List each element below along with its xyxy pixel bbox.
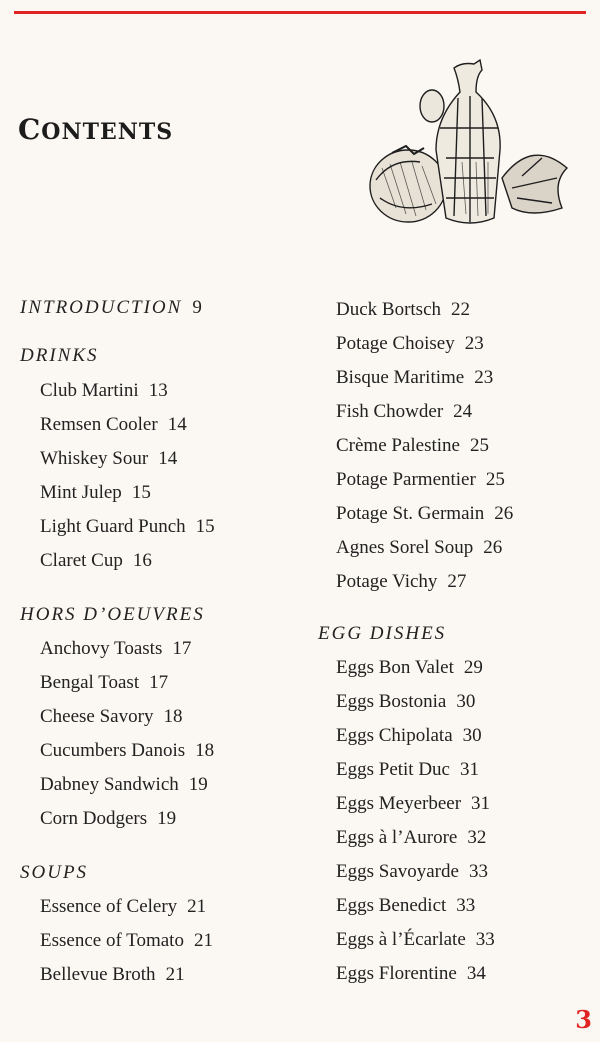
entry-title: Bisque Maritime [336, 367, 465, 388]
page-title: CONTENTS [18, 113, 174, 146]
entry-title: Duck Bortsch [336, 299, 442, 320]
toc-entry [40, 808, 176, 830]
toc-entry [40, 516, 215, 538]
toc-entry [336, 537, 502, 559]
toc-section-heading [20, 297, 202, 319]
section-title: SOUPS [20, 862, 89, 883]
entry-title: Whiskey Sour [40, 448, 149, 469]
entry-title: Essence of Celery [40, 896, 178, 917]
page-ref: 26 [483, 537, 503, 558]
entry-title: Cucumbers Danois [40, 740, 186, 761]
page-ref: 14 [167, 414, 187, 435]
toc-entry [40, 774, 208, 796]
page-ref: 19 [157, 808, 177, 829]
page-ref: 21 [187, 896, 207, 917]
entry-title: Essence of Tomato [40, 930, 184, 951]
entry-title: Dabney Sandwich [40, 774, 179, 795]
entry-title: Potage St. Germain [336, 503, 485, 524]
entry-title: Eggs Bostonia [336, 691, 447, 712]
page-ref: 30 [462, 725, 482, 746]
toc-entry [336, 895, 475, 917]
page-ref: 19 [188, 774, 208, 795]
entry-title: Potage Parmentier [336, 469, 476, 490]
toc-section-heading [20, 604, 215, 626]
toc-entry [40, 672, 168, 694]
page-ref: 15 [195, 516, 215, 537]
page-ref: 13 [148, 380, 168, 401]
toc-entry [40, 706, 182, 728]
toc-entry [336, 861, 488, 883]
page-ref: 30 [456, 691, 476, 712]
page-ref: 33 [475, 929, 495, 950]
entry-title: Potage Choisey [336, 333, 455, 354]
toc-entry [40, 448, 177, 470]
page-ref: 31 [471, 793, 491, 814]
page-ref: 14 [158, 448, 178, 469]
entry-title: Mint Julep [40, 482, 122, 503]
entry-title: Claret Cup [40, 550, 123, 571]
entry-title: Eggs Florentine [336, 963, 457, 984]
entry-title: Eggs à l’Écarlate [336, 929, 466, 950]
entry-title: Eggs Chipolata [336, 725, 453, 746]
toc-entry [336, 929, 495, 951]
page-ref: 21 [165, 964, 185, 985]
entry-title: Anchovy Toasts [40, 638, 163, 659]
toc-entry [336, 725, 482, 747]
toc-entry [336, 571, 466, 593]
toc-section-heading [20, 862, 98, 884]
page-ref: 32 [467, 827, 487, 848]
page-ref: 21 [193, 930, 213, 951]
page-ref: 15 [131, 482, 151, 503]
page-ref: 33 [468, 861, 488, 882]
entry-title: Eggs Benedict [336, 895, 447, 916]
page-ref: 17 [172, 638, 192, 659]
toc-section-heading [318, 623, 456, 645]
toc-entry [40, 930, 213, 952]
entry-title: Eggs Bon Valet [336, 657, 454, 678]
page-ref: 25 [470, 435, 489, 456]
toc-entry [40, 896, 206, 918]
page-ref: 25 [485, 469, 505, 490]
still-life-illustration [362, 58, 574, 230]
page-ref: 9 [192, 297, 202, 318]
toc-entry [336, 963, 486, 985]
page-ref: 26 [494, 503, 514, 524]
toc-entry [336, 759, 479, 781]
toc-entry [336, 503, 513, 525]
toc-entry [40, 482, 151, 504]
toc-entry [336, 691, 475, 713]
page-ref: 33 [456, 895, 476, 916]
entry-title: Cheese Savory [40, 706, 154, 727]
entry-title: Eggs Meyerbeer [336, 793, 462, 814]
toc-entry [336, 657, 483, 679]
toc-entry [336, 793, 490, 815]
toc-entry [40, 638, 191, 660]
toc-entry [40, 550, 152, 572]
entry-title: Bellevue Broth [40, 964, 156, 985]
page-ref: 18 [163, 706, 183, 727]
entry-title: Potage Vichy [336, 571, 438, 592]
toc-entry [40, 964, 185, 986]
page-number: 3 [575, 1005, 592, 1034]
entry-title: Agnes Sorel Soup [336, 537, 474, 558]
toc-entry [336, 367, 493, 389]
section-title: INTRODUCTION [20, 297, 183, 318]
page-ref: 31 [460, 759, 479, 780]
page-ref: 24 [453, 401, 473, 422]
entry-title: Club Martini [40, 380, 139, 401]
page-ref: 22 [451, 299, 471, 320]
section-title: HORS D’OEUVRES [20, 604, 205, 625]
entry-title: Remsen Cooler [40, 414, 158, 435]
page-ref: 17 [149, 672, 169, 693]
page-ref: 29 [463, 657, 483, 678]
entry-title: Corn Dodgers [40, 808, 148, 829]
toc-entry [40, 380, 168, 402]
toc-entry [40, 414, 187, 436]
section-title: EGG DISHES [318, 623, 447, 644]
entry-title: Eggs à l’Aurore [336, 827, 458, 848]
section-title: DRINKS [20, 345, 99, 366]
entry-title: Light Guard Punch [40, 516, 186, 537]
toc-entry [336, 435, 489, 457]
page-ref: 23 [464, 333, 484, 354]
top-red-rule [14, 11, 586, 14]
page-ref: 18 [195, 740, 215, 761]
toc-entry [336, 827, 486, 849]
toc-entry [336, 333, 484, 355]
toc-entry [336, 299, 470, 321]
entry-title: Crème Palestine [336, 435, 460, 456]
toc-section-heading [20, 345, 109, 367]
toc-entry [336, 401, 472, 423]
page-ref: 34 [466, 963, 486, 984]
page-ref: 16 [132, 550, 152, 571]
toc-entry [40, 740, 214, 762]
page-ref: 27 [447, 571, 467, 592]
toc-entry [336, 469, 505, 491]
entry-title: Eggs Savoyarde [336, 861, 459, 882]
page-ref: 23 [474, 367, 494, 388]
entry-title: Eggs Petit Duc [336, 759, 450, 780]
entry-title: Fish Chowder [336, 401, 444, 422]
entry-title: Bengal Toast [40, 672, 140, 693]
